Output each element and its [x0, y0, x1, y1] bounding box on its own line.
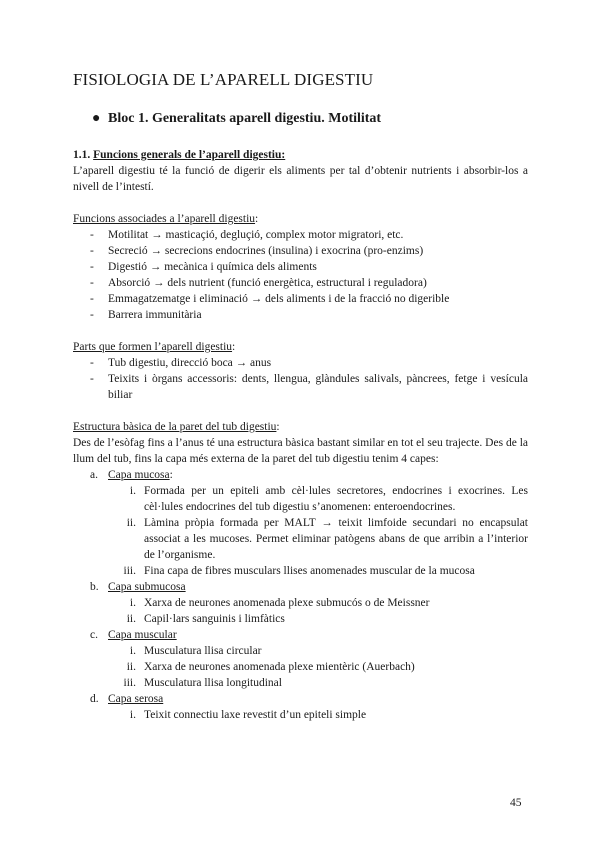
capa-marker: c. — [90, 629, 98, 641]
sublist-item — [108, 595, 528, 611]
list-item-text: Tub digestiu, direcció boca → anus — [108, 357, 272, 369]
capa-serosa — [73, 691, 528, 723]
sublist-item-text: Fina capa de fibres musculars llises anomenades muscular de la mucosa — [144, 565, 475, 577]
section-heading — [73, 147, 528, 163]
bloc-title: Bloc 1. Generalitats aparell digestiu. Motilitat — [108, 111, 382, 126]
roman-marker: i. — [129, 709, 136, 721]
sublist-item-text: Formada per un epiteli amb cèl·lules secretores, endocrines i exocrines. Les cèl·lules endocrines del tub digestiu s’anomenen: enteroendocrines. — [144, 485, 528, 513]
list-item-text: Digestió → mecànica i química dels aliments — [108, 261, 317, 273]
dash-marker: - — [90, 373, 94, 385]
capa-sublist — [108, 483, 528, 579]
parts-heading-colon: : — [232, 341, 236, 353]
dash-marker: - — [90, 357, 94, 369]
sublist-item — [108, 515, 528, 563]
list-item — [73, 355, 528, 371]
section-intro: L’aparell digestiu té la funció de digerir els aliments per tal d’obtenir nutrients i absorbir-los a nivell de l’intestí. — [73, 165, 528, 193]
section-title: Funcions generals de l’aparell digestiu: — [93, 149, 286, 161]
list-item-text: Secreció → secrecions endocrines (insulina) i exocrina (pro-enzims) — [108, 245, 424, 257]
bullet-icon: ● — [92, 111, 101, 126]
sublist-item — [108, 483, 528, 515]
sublist-item-text: Xarxa de neurones anomenada plexe mientèric (Auerbach) — [144, 661, 415, 673]
estructura-heading-text: Estructura bàsica de la paret del tub digestiu — [73, 421, 277, 433]
parts-heading-text: Parts que formen l’aparell digestiu — [73, 341, 233, 353]
bloc-heading — [92, 111, 381, 127]
list-item — [73, 371, 528, 403]
estructura-intro: Des de l’esòfag fins a l’anus té una estructura bàsica bastant similar en tot el seu trajecte. Des de la llum del tub, fins la capa més externa de la paret del tub digestiu tenim 4 capes: — [73, 437, 528, 465]
parts-list — [73, 355, 528, 403]
dash-marker: - — [90, 261, 94, 273]
capa-sublist — [108, 595, 528, 627]
roman-marker: ii. — [126, 613, 136, 625]
list-item-text: Teixits i òrgans accessoris: dents, llengua, glàndules salivals, pàncrees, fetge i vesícula biliar — [108, 373, 528, 401]
dash-marker: - — [90, 293, 94, 305]
capa-sublist — [108, 643, 528, 691]
roman-marker: ii. — [126, 517, 136, 529]
sublist-item-text: Teixit connectiu laxe revestit d’un epiteli simple — [144, 709, 367, 721]
roman-marker: ii. — [126, 661, 136, 673]
parts-heading — [73, 339, 528, 355]
capa-marker: d. — [90, 693, 99, 705]
sublist-item-text: Capil·lars sanguinis i limfàtics — [144, 613, 285, 625]
list-item-text: Motilitat → masticaçió, degluçió, complex motor migratori, etc. — [108, 229, 404, 241]
capa-marker: b. — [90, 581, 99, 593]
sublist-item — [108, 643, 528, 659]
roman-marker: i. — [129, 597, 136, 609]
list-item — [73, 243, 528, 259]
sublist-item-text: Musculatura llisa circular — [144, 645, 262, 657]
roman-marker: i. — [129, 485, 136, 497]
capa-muscular — [73, 627, 528, 691]
roman-marker: iii. — [123, 677, 136, 689]
document-title: FISIOLOGIA DE L’APARELL DIGESTIU — [73, 70, 374, 89]
sublist-item-text: Xarxa de neurones anomenada plexe submucós o de Meissner — [144, 597, 430, 609]
sublist-item — [108, 611, 528, 627]
capa-label: Capa submucosa — [108, 581, 186, 593]
page-number: 45 — [510, 797, 522, 809]
capes-list — [73, 467, 528, 723]
funcions-heading-text: Funcions associades a l’aparell digestiu — [73, 213, 256, 225]
roman-marker: i. — [129, 645, 136, 657]
dash-marker: - — [90, 245, 94, 257]
roman-marker: iii. — [123, 565, 136, 577]
list-item — [73, 307, 528, 323]
estructura-heading-colon: : — [276, 421, 280, 433]
capa-label: Capa serosa — [108, 693, 164, 705]
list-item-text: Barrera immunitària — [108, 309, 202, 321]
list-item-text: Absorció → dels nutrient (funció energètica, estructural i reguladora) — [108, 277, 427, 289]
capa-label: Capa muscular — [108, 629, 177, 641]
capa-colon: : — [169, 469, 173, 481]
sublist-item-text: Làmina pròpia formada per MALT → teixit limfoide secundari no encapsulat associat a les mucoses. Permet eliminar patògens abans de que arribin a l’interior de l’organisme. — [144, 517, 528, 561]
funcions-list — [73, 227, 528, 323]
sublist-item — [108, 563, 528, 579]
capa-marker: a. — [90, 469, 98, 481]
funcions-heading — [73, 211, 528, 227]
list-item-text: Emmagatzematge i eliminació → dels aliments i de la fracció no digerible — [108, 293, 450, 305]
list-item — [73, 259, 528, 275]
estructura-heading — [73, 419, 528, 435]
dash-marker: - — [90, 229, 94, 241]
dash-marker: - — [90, 309, 94, 321]
capa-label: Capa mucosa — [108, 469, 170, 481]
content-body — [73, 147, 528, 723]
capa-sublist — [108, 707, 528, 723]
list-item — [73, 291, 528, 307]
sublist-item — [108, 675, 528, 691]
sublist-item-text: Musculatura llisa longitudinal — [144, 677, 282, 689]
list-item — [73, 227, 528, 243]
sublist-item — [108, 707, 528, 723]
list-item — [73, 275, 528, 291]
capa-mucosa — [73, 467, 528, 579]
capa-submucosa — [73, 579, 528, 627]
dash-marker: - — [90, 277, 94, 289]
funcions-heading-colon: : — [255, 213, 259, 225]
sublist-item — [108, 659, 528, 675]
section-number: 1.1. — [73, 149, 91, 161]
